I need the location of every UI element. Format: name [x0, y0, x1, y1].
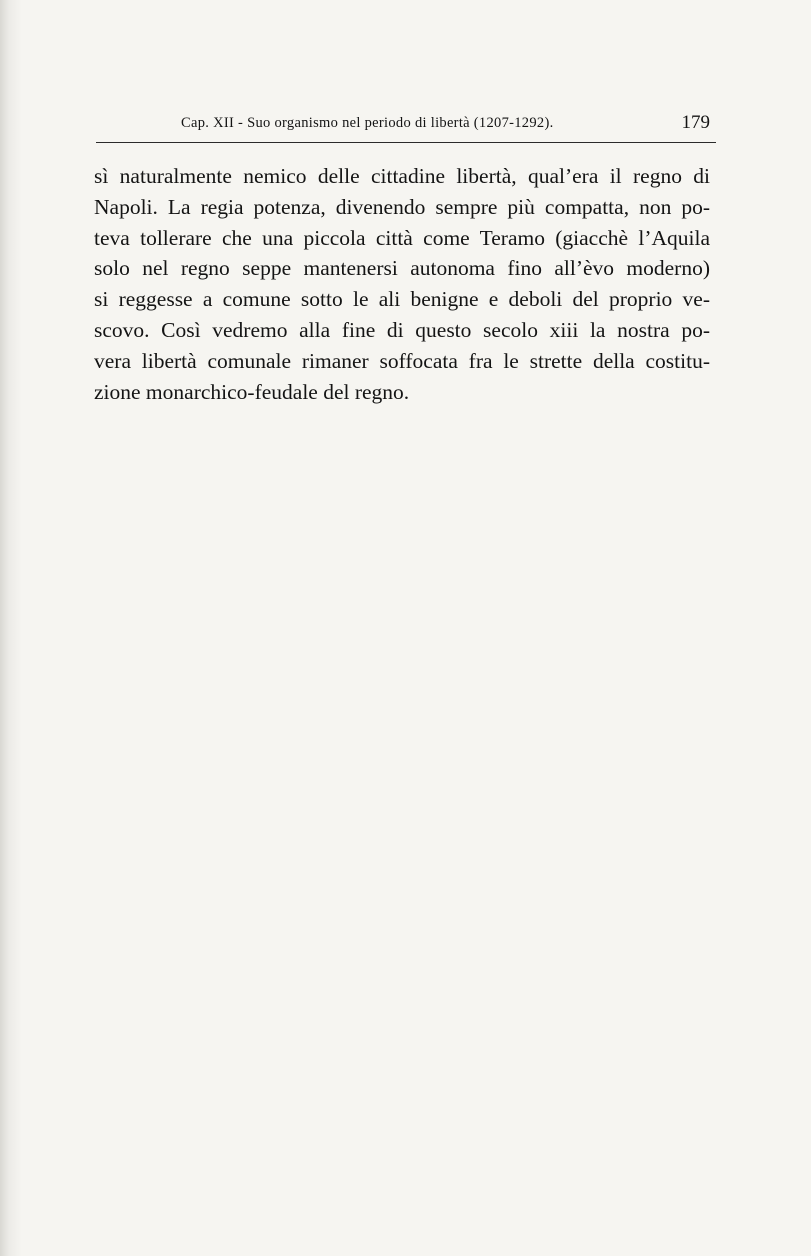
text-line: si reggesse a comune sotto le ali benigne e deboli del proprio ve-: [94, 287, 710, 312]
text-line: vera libertà comunale rimaner soffocata fra le strette della costitu-: [94, 348, 710, 373]
text-line: scovo. Così vedremo alla fine di questo secolo xiii la nostra po-: [94, 317, 710, 342]
running-head: [96, 112, 716, 143]
text-line: sì naturalmente nemico delle cittadine libertà, qual’era il regno di: [94, 164, 710, 188]
text-line: zione monarchico-feudale del regno.: [94, 379, 410, 404]
page-number: 179: [681, 112, 710, 133]
running-head-title: Cap. XII - Suo organismo nel periodo di libertà (1207-1292).: [181, 115, 554, 131]
text-line: teva tollerare che una piccola città come Teramo (giacchè l’Aquila: [94, 225, 710, 250]
body-paragraph: [94, 161, 710, 407]
text-line: Napoli. La regia potenza, divenendo sempre più compatta, non po-: [94, 194, 710, 219]
text-line: solo nel regno seppe mantenersi autonoma fino all’èvo moderno): [94, 256, 710, 281]
page-edge-shadow: [0, 0, 22, 1256]
